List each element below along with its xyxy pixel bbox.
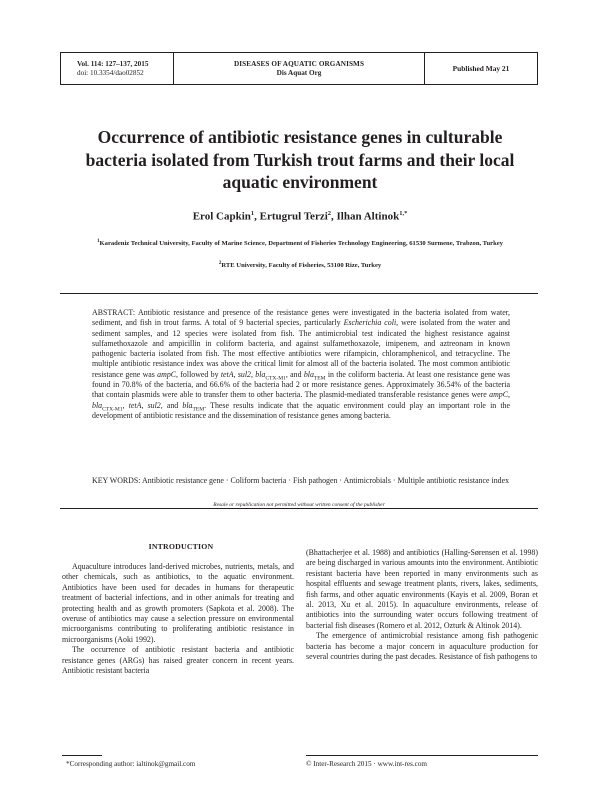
- abstract-label: ABSTRACT:: [92, 308, 136, 317]
- gene-subscript: CTX-M1: [265, 375, 286, 382]
- keywords-text: Antibiotic resistance gene · Coliform bacteria · Fish pathogen · Antimicrobials · Multiple antibiotic resistance index: [140, 476, 510, 485]
- gene-name: ampC: [157, 369, 177, 379]
- author-name: Ilhan Altinok: [336, 210, 400, 223]
- affiliation-text: Karadeniz Technical University, Faculty of Marine Science, Department of Fisheries Technology Engineering, 61530 Surmene, Trabzon, Turkey: [99, 240, 503, 248]
- affiliation-mark: 2: [218, 261, 222, 266]
- journal-abbreviation: Dis Aquat Org: [276, 69, 322, 77]
- abstract-text: . These results indicate that the aquatic environment could play an important role in the development of antibiotic resistance and the dissemination of resistance genes among bacteria.: [92, 400, 511, 420]
- abstract-text: Antibiotic resistance and presence of the resistance genes were investigated in the bacteria isolated from water, sediment, and fish in trout farms. A total of 9 bacterial species, particularly: [92, 308, 510, 328]
- volume-label: Vol. 114: 127–137, 2015: [77, 60, 149, 68]
- column-right: [306, 548, 538, 662]
- gene-name: bla: [182, 400, 193, 410]
- abstract-text: , were isolated from the water and sediment samples, and 12 species were isolated from fish. The antimicrobial test indicated the highest resistance against sulfamethoxazole and ampicillin in coliform bacteria, and against sulfamethoxazole, imipenem, and aztreonam in known pathogenic bacteria isolated from fish. The most effective antibiotics were rifampicin, chloramphenicol, and tetracycline. The multiple antibiotic resistance index was above the critical limit for almost all of the bacteria isolated. The most common antibiotic resistance gene was: [92, 318, 511, 379]
- divider: [62, 755, 102, 756]
- article-title: Occurrence of antibiotic resistance genes in culturable bacteria isolated from Turkish trout farms and their local aquatic environment: [85, 127, 515, 192]
- gene-name: tetA: [128, 400, 142, 410]
- affiliation: [70, 237, 530, 248]
- author-affiliation-mark: 1,*: [399, 210, 408, 217]
- gene-name: ampC: [489, 390, 509, 400]
- author-affiliation-mark: 1: [250, 210, 255, 217]
- affiliation-text: RTE University, Faculty of Fisheries, 53100 Rize, Turkey: [221, 262, 382, 270]
- author-list: Erol Capkin$^1$, Ertugrul Terzi$^2$, Ilhan Altinok$^{1,*}$: [192, 210, 408, 223]
- paragraph: The emergence of antimicrobial resistance among fish pathogenic bacteria has become a major concern in aquaculture production for several countries during the past decades. Resistance of fish pathogens to: [306, 631, 538, 662]
- abstract-text: , and: [160, 400, 183, 410]
- abstract-text: ,: [122, 400, 129, 410]
- gene-name: tetA: [220, 369, 234, 379]
- divider: [306, 755, 538, 756]
- author-name: Ertugrul Terzi: [259, 210, 328, 223]
- journal-name: DISEASES OF AQUATIC ORGANISMS: [233, 60, 365, 68]
- abstract-text: ,: [141, 400, 148, 410]
- resale-notice-text: Resale or republication not permitted without written consent of the publisher: [207, 502, 391, 508]
- gene-subscript: TEM: [313, 375, 326, 382]
- journal-info: [174, 53, 425, 84]
- doi-label: doi: 10.3354/dao02852: [77, 69, 144, 77]
- resale-notice: [60, 502, 538, 508]
- divider: [60, 508, 538, 509]
- copyright: © Inter-Research 2015 · www.int-res.com: [306, 760, 428, 768]
- keywords: [92, 476, 510, 486]
- volume-info: [61, 53, 174, 84]
- gene-name: bla: [92, 400, 103, 410]
- abstract-text: ,: [508, 390, 510, 400]
- abstract-text: ,: [251, 369, 256, 379]
- affiliation: [70, 259, 530, 270]
- paragraph: (Bhattacherjee et al. 1988) and antibiotics (Halling-Sørensen et al. 1998) are being discharged in various amounts into the environment. Antibiotic resistant bacteria have been reported in many environments such as hospital effluents and sewage treatment plants, rivers, lakes, sediments, fish farms, and other aquatic environments (Kayis et al. 2009, Boran et al. 2013, Xu et al. 2015). In aquaculture environments, release of antibiotics into the surrounding water occurs following treatment of bacterial fish diseases (Romero et al. 2012, Ozturk & Altinok 2014).: [306, 548, 538, 630]
- abstract: [92, 308, 510, 421]
- published-date: Published May 21: [452, 64, 510, 73]
- gene-name: bla: [255, 369, 266, 379]
- corresponding-author: *Corresponding author: ialtinok@gmail.com: [66, 760, 196, 768]
- abstract-text: ,: [233, 369, 238, 379]
- keywords-label: KEY WORDS:: [92, 476, 141, 485]
- column-left: [62, 562, 294, 676]
- section-heading: INTRODUCTION: [148, 542, 214, 551]
- species-name: Escherichia coli: [343, 318, 397, 328]
- gene-subscript: TEM: [192, 406, 205, 413]
- journal-header: [60, 52, 538, 85]
- affiliation-mark: 1: [97, 239, 100, 244]
- paragraph: Aquaculture introduces land-derived microbes, nutrients, metals, and other chemicals, such as antibiotics, to the aquatic environment. Antibiotics have been used for decades in humans for therapeutic treatment of bacterial infections, and in other animals for treating and protecting health and as growth promoters (Sapkota et al. 2008). The overuse of antibiotics may cause a selection pressure on environmental microorganisms contributing to proliferating antibiotic resistance in microorganisms (Aoki 1992).: [62, 562, 294, 644]
- gene-name: sul2: [237, 369, 251, 379]
- gene-name: bla: [303, 369, 314, 379]
- gene-name: sul2: [147, 400, 161, 410]
- abstract-text: , and: [285, 369, 304, 379]
- gene-subscript: CTX-M1: [102, 406, 123, 413]
- paragraph: The occurrence of antibiotic resistant bacteria and antibiotic resistance genes (ARGs) has raised greater concern in recent years. Antibiotic resistant bacteria: [62, 645, 294, 676]
- divider: [60, 293, 538, 294]
- abstract-text: in the coliform bacteria. At least one resistance gene was found in 70.8% of the bacteria, and 66.6% of the bacteria had 2 or more resistance genes. Approximately 36.54% of the bacteria that contain plasmids were able to transfer them to other bacteria. The plasmid-mediated transferable resistance genes were: [92, 369, 510, 400]
- author-name: Erol Capkin: [192, 210, 251, 223]
- author-affiliation-mark: 2: [327, 210, 332, 217]
- abstract-text: , followed by: [176, 369, 221, 379]
